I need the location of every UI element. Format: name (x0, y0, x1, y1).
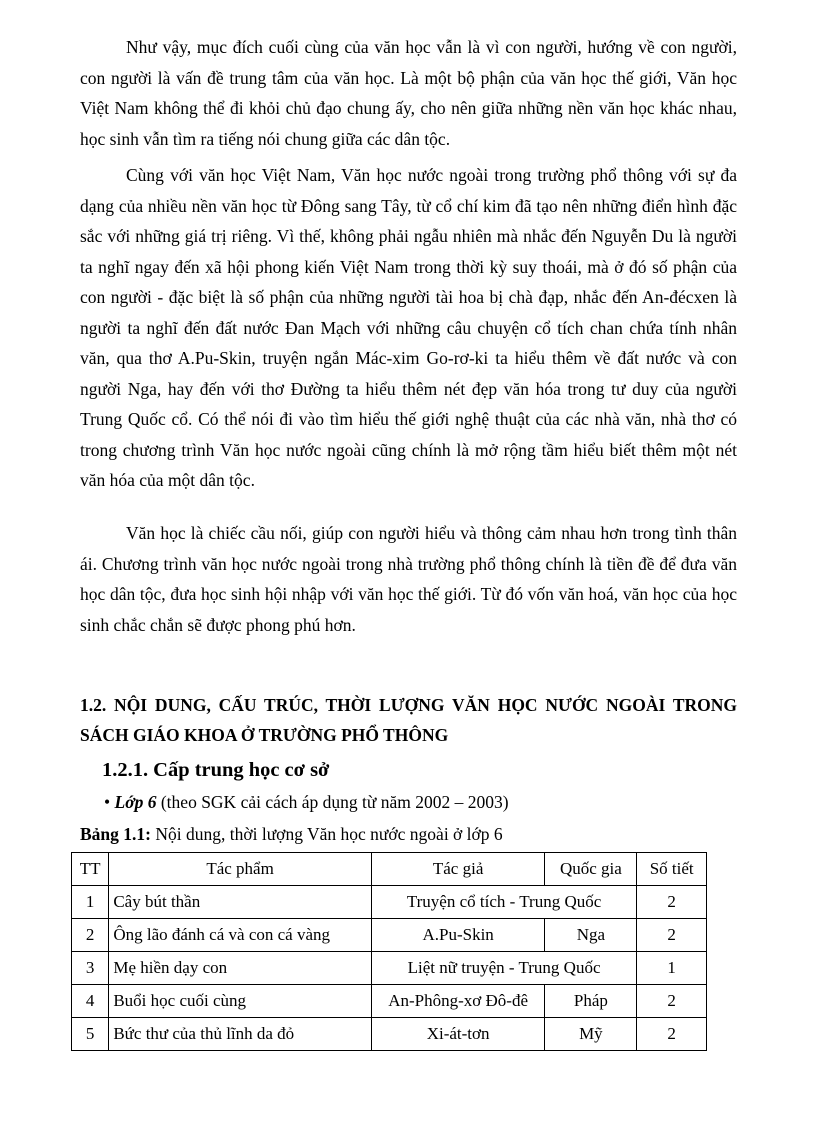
grade-bullet (104, 787, 509, 817)
subsection-heading: 1.2.1. Cấp trung học cơ sở (102, 759, 330, 781)
table-row (72, 919, 707, 952)
cell-tt: 2 (72, 919, 109, 952)
table-caption-label: Bảng 1.1: (80, 824, 151, 844)
cell-tt: 4 (72, 985, 109, 1018)
header-periods: Số tiết (637, 853, 707, 886)
cell-periods: 2 (637, 886, 707, 919)
cell-country: Mỹ (545, 1018, 637, 1051)
cell-work: Cây bút thần (109, 886, 371, 919)
paragraph-2: Cùng với văn học Việt Nam, Văn học nước ngoài trong trường phổ thông với sự đa dạng của nhiều nền văn học từ Đông sang Tây, từ cổ chí kim đã tạo nên những điển hình đặc sắc với những giá trị riêng. Vì thế, không phải ngẫu nhiên mà nhắc đến Nguyễn Du là người ta nghĩ ngay đến xã hội phong kiến Việt Nam trong thời kỳ suy thoái, mà ở đó số phận của con người - đặc biệt là số phận của những người tài hoa bị chà đạp, nhắc đến An-đécxen là người ta nghĩ đến đất nước Đan Mạch với những câu chuyện cổ tích chan chứa tính nhân văn, qua thơ A.Pu-Skin, truyện ngắn Mác-xim Go-rơ-ki ta hiểu thêm về đất nước và con người Nga, hay đến với thơ Đường ta hiểu thêm nét đẹp văn hóa trong tư duy của người Trung Quốc cổ. Có thể nói đi vào tìm hiểu thế giới nghệ thuật của các nhà văn, nhà thơ có trong chương trình Văn học nước ngoài cũng chính là mở rộng tầm hiểu biết thêm một nét văn hóa của một dân tộc. (80, 165, 737, 490)
header-work: Tác phẩm (109, 853, 371, 886)
literature-table (71, 852, 707, 1051)
grade-note: (theo SGK cải cách áp dụng từ năm 2002 – 2003) (156, 792, 509, 812)
paragraph-1: Như vậy, mục đích cuối cùng của văn học vẫn là vì con người, hướng về con người, con người là vấn đề trung tâm của văn học. Là một bộ phận của văn học thế giới, Văn học Việt Nam không thể đi khỏi chủ đạo chung ấy, cho nên giữa những nền văn học khác nhau, học sinh vẫn tìm ra tiếng nói chung giữa các dân tộc. (80, 37, 737, 149)
cell-author: An-Phông-xơ Đô-đê (371, 985, 545, 1018)
cell-periods: 2 (637, 1018, 707, 1051)
header-author: Tác giả (371, 853, 545, 886)
cell-periods: 2 (637, 919, 707, 952)
cell-work: Bức thư của thủ lĩnh da đỏ (109, 1018, 371, 1051)
bullet-symbol: • (104, 792, 111, 812)
cell-tt: 1 (72, 886, 109, 919)
section-heading: 1.2. NỘI DUNG, CẤU TRÚC, THỜI LƯỢNG VĂN HỌC NƯỚC NGOÀI TRONG SÁCH GIÁO KHOA Ở TRƯỜNG PHỔ THÔNG (80, 695, 737, 745)
table-header-row (72, 853, 707, 886)
cell-author: A.Pu-Skin (371, 919, 545, 952)
table-row (72, 985, 707, 1018)
cell-author: Xi-át-tơn (371, 1018, 545, 1051)
cell-tt: 3 (72, 952, 109, 985)
header-country: Quốc gia (545, 853, 637, 886)
table-caption-text: Nội dung, thời lượng Văn học nước ngoài ở lớp 6 (150, 824, 503, 844)
cell-work: Mẹ hiền dạy con (109, 952, 371, 985)
cell-work: Buổi học cuối cùng (109, 985, 371, 1018)
cell-author-country: Liệt nữ truyện - Trung Quốc (371, 952, 637, 985)
cell-tt: 5 (72, 1018, 109, 1051)
cell-country: Pháp (545, 985, 637, 1018)
table-row (72, 952, 707, 985)
paragraph-3: Văn học là chiếc cầu nối, giúp con người hiểu và thông cảm nhau hơn trong tình thân ái. Chương trình văn học nước ngoài trong nhà trường phổ thông chính là tiền đề để đưa văn học dân tộc, đưa học sinh hội nhập với văn học thế giới. Từ đó vốn văn hoá, văn học của học sinh chắc chắn sẽ được phong phú hơn. (80, 523, 737, 635)
table-row (72, 1018, 707, 1051)
cell-periods: 2 (637, 985, 707, 1018)
table-row (72, 886, 707, 919)
cell-periods: 1 (637, 952, 707, 985)
cell-work: Ông lão đánh cá và con cá vàng (109, 919, 371, 952)
header-tt: TT (72, 853, 109, 886)
cell-author-country: Truyện cổ tích - Trung Quốc (371, 886, 637, 919)
grade-label: Lớp 6 (114, 792, 157, 812)
table-caption (80, 819, 503, 849)
cell-country: Nga (545, 919, 637, 952)
